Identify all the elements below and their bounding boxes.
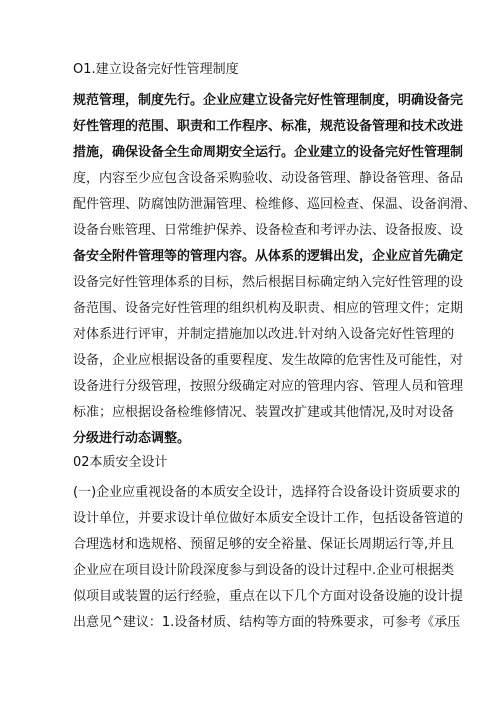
text-line: 设备台账管理、日常维护保养、设备检查和考评办法、设备报废、设 bbox=[73, 223, 464, 238]
text-line: 标准；应根据设备检维修情况、装置改扩建或其他情况,及时对设备 bbox=[73, 405, 455, 420]
text-line: 设备完好性管理体系的目标，然后根据目标确定纳入完好性管理的设 bbox=[73, 275, 464, 290]
text-line: 分级进行动态调整。 bbox=[73, 431, 191, 446]
text-line: (一)企业应重视设备的本质安全设计，选择符合设备设计资质要求的 bbox=[73, 485, 461, 500]
text-line: 企业应在项目设计阶段深度参与到设备的设计过程中.企业可根据类 bbox=[73, 563, 455, 578]
text-line: 似项目或装置的运行经验，重点在以下几个方面对设备设施的设计提 bbox=[73, 589, 464, 604]
text-line: 出意见^建议：1.设备材质、结构等方面的特殊要求，可参考《承压 bbox=[73, 615, 461, 630]
text-line: 备范围、设备完好性管理的组织机构及职责、相应的管理文件；定期 bbox=[73, 301, 464, 316]
text-line: 配件管理、防腐蚀防泄漏管理、检维修、巡回检查、保温、设备润滑、 bbox=[73, 197, 477, 212]
text-line: 合理选材和选规格、预留足够的安全裕量、保证长周期运行等,并且 bbox=[73, 537, 455, 552]
text-line: 规范管理，制度先行。企业应建立设备完好性管理制度，明确设备完 bbox=[73, 93, 464, 108]
text-line: 设计单位，并要求设计单位做好本质安全设计工作，包括设备管道的 bbox=[73, 511, 464, 526]
section-heading-1: O1.建立设备完好性管理制度 bbox=[73, 62, 239, 77]
text-line: 好性管理的范围、职责和工作程序、标准，规范设备管理和技术改进 bbox=[73, 119, 464, 134]
text-line: 对体系进行评审，并制定措施加以改进.针对纳入设备完好性管理的 bbox=[73, 327, 455, 342]
text-line: 设备进行分级管理，按照分级确定对应的管理内容、管理人员和管理 bbox=[73, 379, 464, 394]
text-line: 度，内容至少应包含设备采购验收、动设备管理、静设备管理、备品 bbox=[73, 171, 464, 186]
section-heading-2: 02本质安全设计 bbox=[73, 455, 168, 470]
text-line: 备安全附件管理等的管理内容。从体系的逻辑出发，企业应首先确定 bbox=[73, 249, 464, 264]
text-line: 设备，企业应根据设备的重要程度、发生故障的危害性及可能性，对 bbox=[73, 353, 464, 368]
text-line: 措施，确保设备全生命周期安全运行。企业建立的设备完好性管理制 bbox=[73, 145, 464, 160]
section-paragraph-1 bbox=[73, 88, 477, 452]
section-paragraph-2 bbox=[73, 480, 464, 636]
